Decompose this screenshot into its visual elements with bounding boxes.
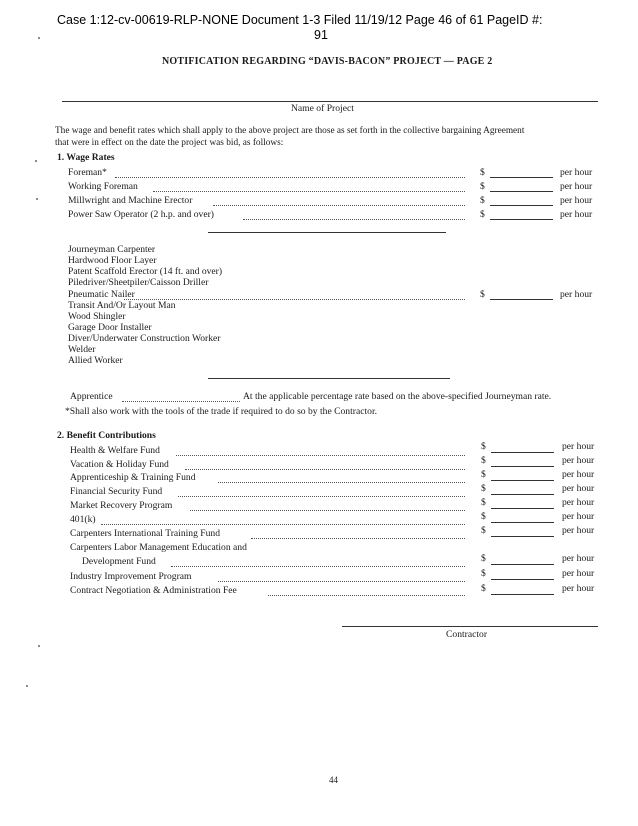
dollar-sign: $ bbox=[480, 167, 485, 178]
per-hour-label: per hour bbox=[562, 497, 595, 508]
journeyman-item: Wood Shingler bbox=[68, 311, 126, 322]
journeyman-item: Hardwood Floor Layer bbox=[68, 255, 157, 266]
dollar-sign: $ bbox=[481, 441, 486, 452]
page-number: 44 bbox=[329, 775, 338, 785]
dot-leader bbox=[218, 581, 465, 582]
rate-blank bbox=[491, 508, 554, 509]
journeyman-item: Journeyman Carpenter bbox=[68, 244, 156, 255]
rate-blank bbox=[491, 579, 554, 580]
rate-blank bbox=[491, 494, 554, 495]
rate-blank bbox=[491, 480, 554, 481]
rate-blank bbox=[491, 452, 554, 453]
dollar-sign: $ bbox=[480, 181, 485, 192]
benefit-item: 401(k) bbox=[70, 514, 96, 525]
rate-blank bbox=[490, 299, 553, 300]
apprentice-text: At the applicable percentage rate based on the above-specified Journeyman rate. bbox=[243, 391, 552, 402]
journeyman-item: Diver/Underwater Construction Worker bbox=[68, 333, 221, 344]
per-hour-label: per hour bbox=[560, 289, 593, 300]
benefit-item: Contract Negotiation & Administration Fee bbox=[70, 585, 237, 596]
dot-leader bbox=[218, 482, 465, 483]
rate-blank bbox=[491, 564, 554, 565]
dot-leader bbox=[176, 455, 465, 456]
scan-speck bbox=[38, 37, 40, 39]
dollar-sign: $ bbox=[481, 511, 486, 522]
scan-speck bbox=[26, 685, 28, 687]
rate-blank bbox=[491, 594, 554, 595]
rate-blank bbox=[491, 536, 554, 537]
rate-blank bbox=[490, 205, 553, 206]
rate-blank bbox=[491, 522, 554, 523]
dot-leader bbox=[190, 510, 465, 511]
per-hour-label: per hour bbox=[562, 568, 595, 579]
benefit-item: Market Recovery Program bbox=[70, 500, 173, 511]
dollar-sign: $ bbox=[481, 483, 486, 494]
name-of-project-label: Name of Project bbox=[291, 103, 354, 114]
project-name-line bbox=[62, 101, 598, 102]
per-hour-label: per hour bbox=[562, 511, 595, 522]
dollar-sign: $ bbox=[481, 525, 486, 536]
rate-blank bbox=[490, 219, 553, 220]
per-hour-label: per hour bbox=[560, 167, 593, 178]
section-divider bbox=[208, 378, 450, 379]
dot-leader bbox=[171, 566, 465, 567]
contractor-label: Contractor bbox=[446, 629, 488, 640]
journeyman-item: Piledriver/Sheetpiler/Caisson Driller bbox=[68, 277, 209, 288]
dot-leader bbox=[213, 205, 465, 206]
dot-leader bbox=[185, 469, 465, 470]
case-header-pageid: 91 bbox=[314, 28, 328, 42]
wage-item: Millwright and Machine Erector bbox=[68, 195, 193, 206]
per-hour-label: per hour bbox=[560, 181, 593, 192]
benefit-item: Vacation & Holiday Fund bbox=[70, 459, 169, 470]
document-title: NOTIFICATION REGARDING “DAVIS-BACON” PROJECT — PAGE 2 bbox=[162, 56, 493, 67]
per-hour-label: per hour bbox=[560, 209, 593, 220]
per-hour-label: per hour bbox=[560, 195, 593, 206]
benefit-item: Financial Security Fund bbox=[70, 486, 163, 497]
dot-leader bbox=[124, 299, 465, 300]
journeyman-item: Pneumatic Nailer bbox=[68, 289, 135, 300]
scan-speck bbox=[35, 160, 37, 162]
dollar-sign: $ bbox=[480, 195, 485, 206]
benefit-item: Apprenticeship & Training Fund bbox=[70, 472, 196, 483]
benefit-item: Development Fund bbox=[82, 556, 156, 567]
dot-leader bbox=[251, 538, 465, 539]
benefit-item: Carpenters Labor Management Education and bbox=[70, 542, 247, 553]
wage-item: Foreman* bbox=[68, 167, 107, 178]
dollar-sign: $ bbox=[481, 455, 486, 466]
dot-leader bbox=[153, 191, 465, 192]
dollar-sign: $ bbox=[481, 568, 486, 579]
scan-speck bbox=[36, 198, 38, 200]
wage-rates-heading: 1. Wage Rates bbox=[57, 152, 115, 163]
scan-speck bbox=[38, 645, 40, 647]
dollar-sign: $ bbox=[480, 209, 485, 220]
per-hour-label: per hour bbox=[562, 441, 595, 452]
dot-leader bbox=[243, 219, 465, 220]
rate-blank bbox=[490, 177, 553, 178]
wage-item: Power Saw Operator (2 h.p. and over) bbox=[68, 209, 214, 220]
case-header: Case 1:12-cv-00619-RLP-NONE Document 1-3 Filed 11/19/12 Page 46 of 61 PageID #: bbox=[57, 13, 543, 27]
journeyman-item: Allied Worker bbox=[68, 355, 123, 366]
per-hour-label: per hour bbox=[562, 469, 595, 480]
benefits-heading: 2. Benefit Contributions bbox=[57, 430, 156, 441]
dot-leader bbox=[101, 524, 465, 525]
intro-line-1: The wage and benefit rates which shall apply to the above project are those as set forth in the collective bargaining Agreement bbox=[55, 126, 525, 136]
rate-blank bbox=[490, 191, 553, 192]
dot-leader bbox=[115, 177, 465, 178]
footnote: *Shall also work with the tools of the trade if required to do so by the Contractor. bbox=[65, 406, 378, 417]
per-hour-label: per hour bbox=[562, 455, 595, 466]
per-hour-label: per hour bbox=[562, 525, 595, 536]
dot-leader bbox=[122, 401, 240, 402]
intro-line-2: that were in effect on the date the project was bid, as follows: bbox=[55, 138, 284, 148]
section-divider bbox=[208, 232, 446, 233]
rate-blank bbox=[491, 466, 554, 467]
dollar-sign: $ bbox=[481, 553, 486, 564]
dot-leader bbox=[268, 595, 465, 596]
dollar-sign: $ bbox=[481, 583, 486, 594]
benefit-item: Carpenters International Training Fund bbox=[70, 528, 221, 539]
journeyman-item: Garage Door Installer bbox=[68, 322, 152, 333]
journeyman-item: Patent Scaffold Erector (14 ft. and over) bbox=[68, 266, 223, 277]
contractor-signature-line bbox=[342, 626, 598, 627]
per-hour-label: per hour bbox=[562, 553, 595, 564]
benefit-item: Industry Improvement Program bbox=[70, 571, 192, 582]
per-hour-label: per hour bbox=[562, 583, 595, 594]
benefit-item: Health & Welfare Fund bbox=[70, 445, 160, 456]
apprentice-label: Apprentice bbox=[70, 391, 113, 402]
dot-leader bbox=[178, 496, 465, 497]
dollar-sign: $ bbox=[481, 469, 486, 480]
journeyman-item: Transit And/Or Layout Man bbox=[68, 300, 176, 311]
dollar-sign: $ bbox=[481, 497, 486, 508]
wage-item: Working Foreman bbox=[68, 181, 138, 192]
dollar-sign: $ bbox=[480, 289, 485, 300]
per-hour-label: per hour bbox=[562, 483, 595, 494]
journeyman-item: Welder bbox=[68, 344, 96, 355]
